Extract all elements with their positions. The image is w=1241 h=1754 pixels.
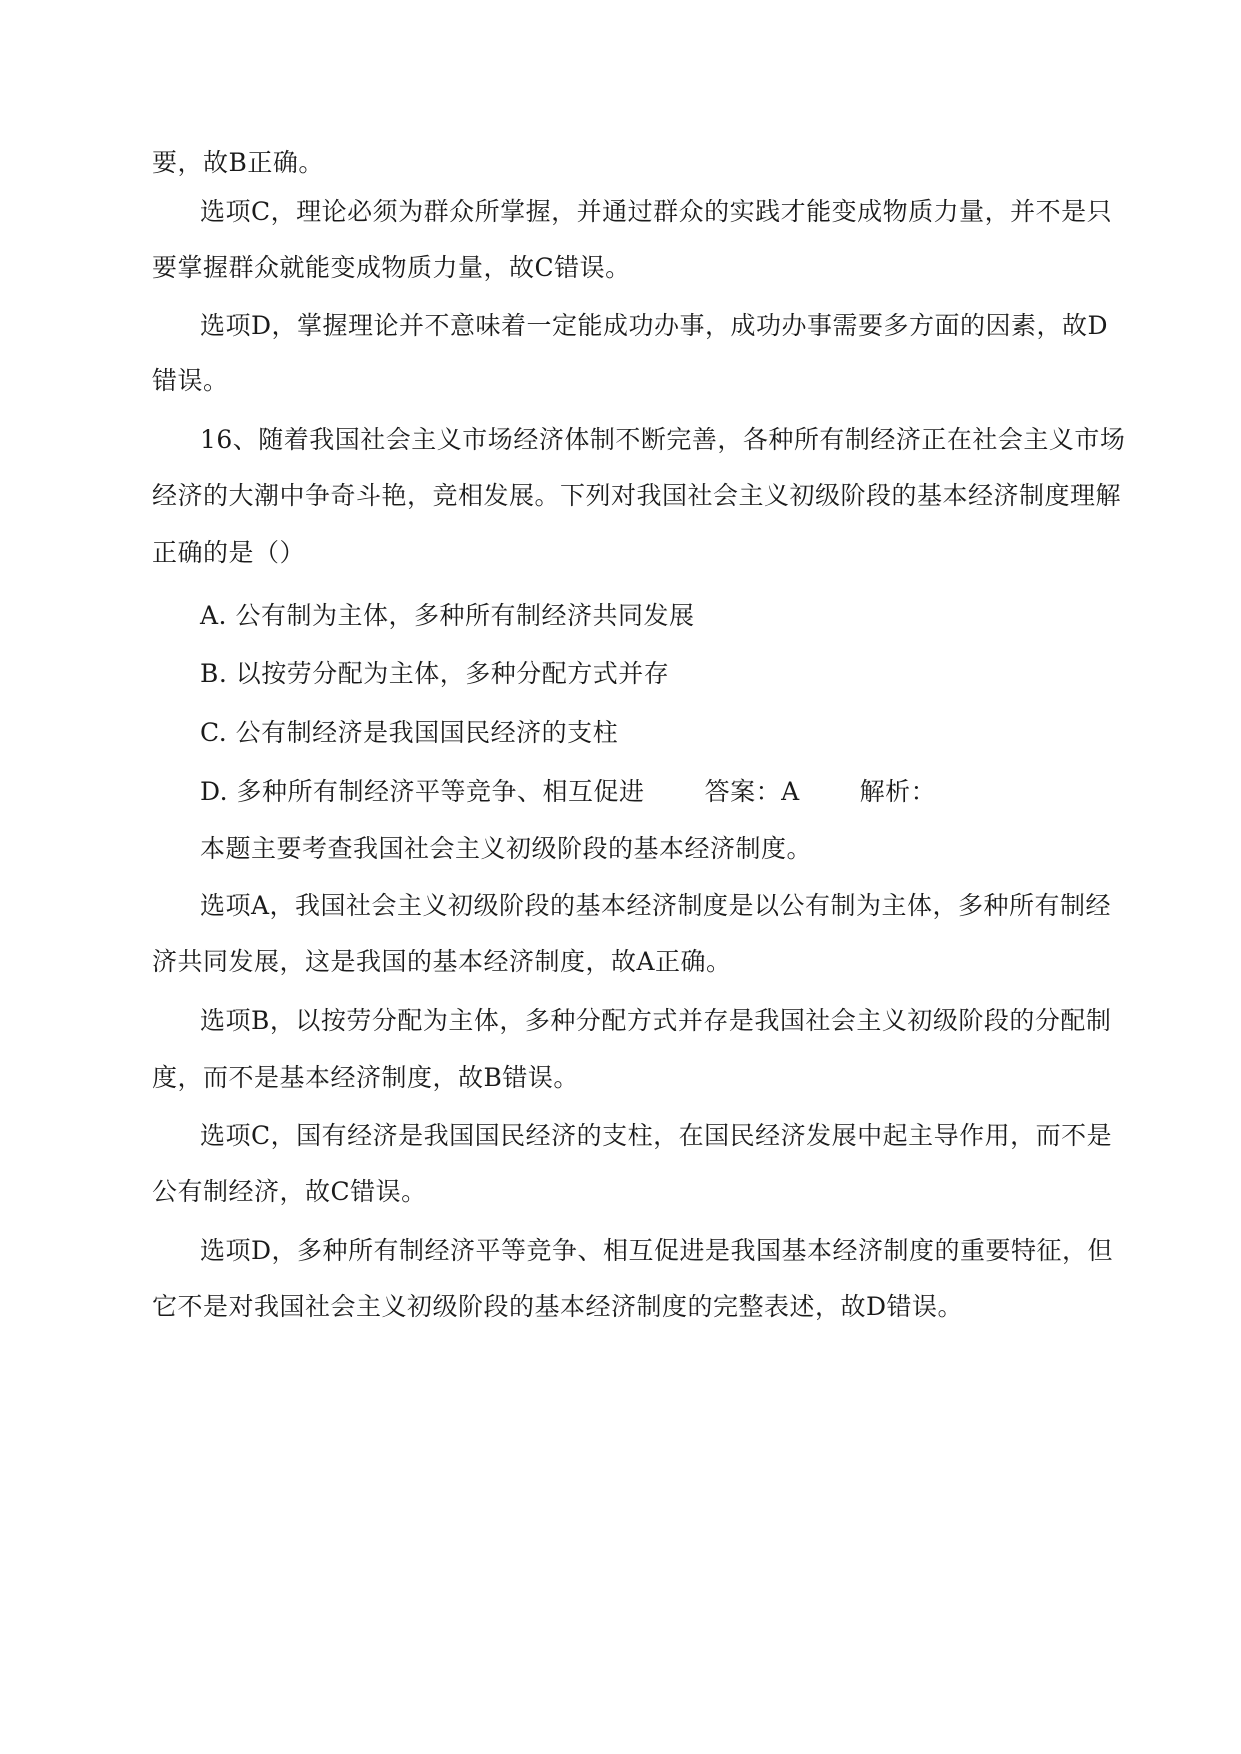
text-line: 公有制经济，故C错误。 xyxy=(152,1177,427,1206)
option-b: B. 以按劳分配为主体，多种分配方式并存 xyxy=(200,659,670,688)
text-line: 选项A，我国社会主义初级阶段的基本经济制度是以公有制为主体，多种所有制经 xyxy=(200,891,1112,920)
text-line: 济共同发展，这是我国的基本经济制度，故A正确。 xyxy=(152,947,732,976)
text-line: 选项B，以按劳分配为主体，多种分配方式并存是我国社会主义初级阶段的分配制 xyxy=(200,1006,1112,1035)
text-line: 它不是对我国社会主义初级阶段的基本经济制度的完整表述，故D错误。 xyxy=(152,1292,964,1321)
option-a: A. 公有制为主体，多种所有制经济共同发展 xyxy=(200,601,695,630)
option-d: D. 多种所有制经济平等竞争、相互促进 xyxy=(200,777,645,806)
text-line: 选项C，国有经济是我国国民经济的支柱，在国民经济发展中起主导作用，而不是 xyxy=(200,1121,1113,1150)
text-line: 度，而不是基本经济制度，故B错误。 xyxy=(152,1063,579,1092)
text-line: 16、随着我国社会主义市场经济体制不断完善，各种所有制经济正在社会主义市场 xyxy=(200,425,1126,454)
text-line: 正确的是（） xyxy=(152,538,306,567)
text-line: 要掌握群众就能变成物质力量，故C错误。 xyxy=(152,253,631,282)
text-line: 要，故B正确。 xyxy=(152,148,324,177)
option-d-answer-line xyxy=(200,777,936,807)
text-line: 错误。 xyxy=(152,366,229,395)
option-c: C. 公有制经济是我国国民经济的支柱 xyxy=(200,718,619,747)
analysis-label: 解析： xyxy=(859,777,937,806)
text-line: 选项C，理论必须为群众所掌握，并通过群众的实践才能变成物质力量，并不是只 xyxy=(200,197,1113,226)
text-line: 选项D，多种所有制经济平等竞争、相互促进是我国基本经济制度的重要特征，但 xyxy=(200,1236,1114,1265)
answer: 答案：A xyxy=(704,777,800,806)
text-line: 选项D，掌握理论并不意味着一定能成功办事，成功办事需要多方面的因素，故D xyxy=(200,311,1109,340)
text-line: 经济的大潮中争奇斗艳，竞相发展。下列对我国社会主义初级阶段的基本经济制度理解 xyxy=(152,481,1122,510)
text-line: 本题主要考查我国社会主义初级阶段的基本经济制度。 xyxy=(200,834,813,863)
